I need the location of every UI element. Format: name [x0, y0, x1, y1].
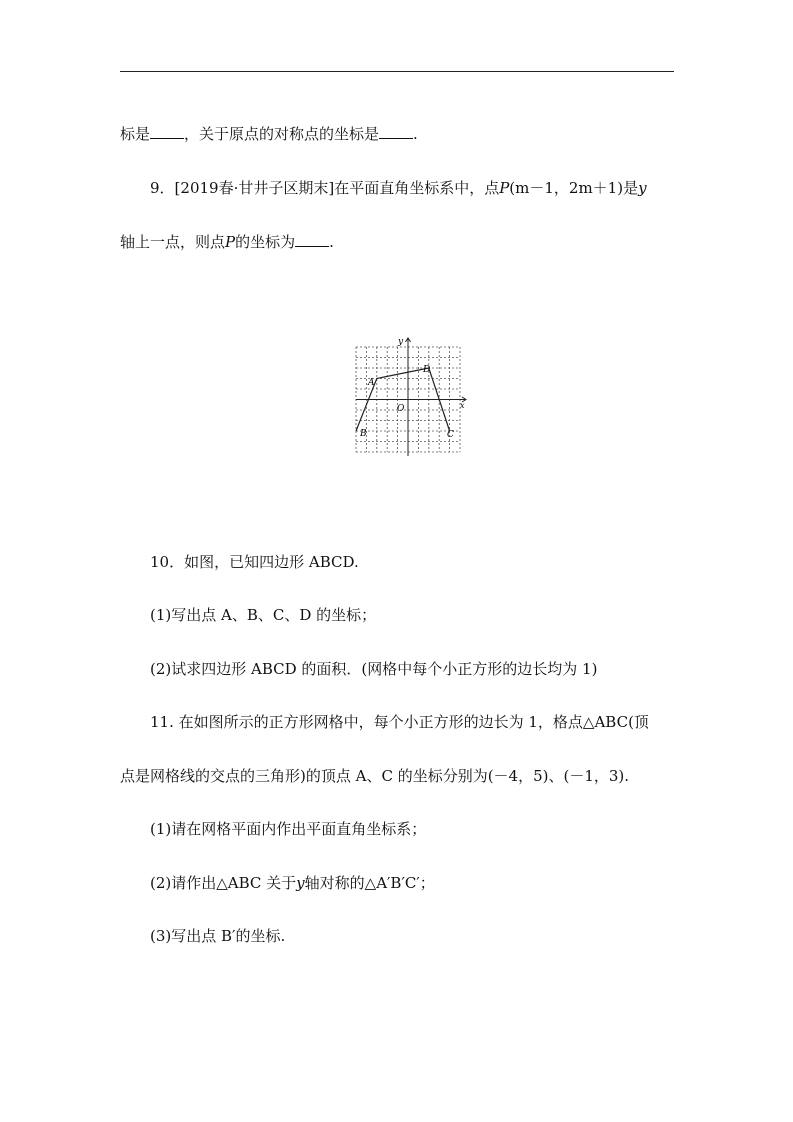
q11-part-2	[150, 873, 435, 893]
vertex-label-b: B	[360, 429, 367, 439]
q11-p2-axis: y	[296, 874, 305, 892]
q10-part-1: (1)写出点 A、B、C、D 的坐标；	[150, 606, 377, 624]
q9-prefix: 9．[2019春·甘井子区期末]在平面直角坐标系中，点	[150, 179, 500, 197]
q9-point-name: P	[499, 179, 510, 197]
answer-blank	[379, 124, 413, 139]
axis-y-label: y	[398, 337, 404, 347]
q8-text-2: ，关于原点的对称点的坐标是	[184, 125, 380, 143]
answer-blank	[295, 232, 329, 247]
q9-line2-prefix: 轴上一点，则点	[120, 233, 226, 251]
q9-line-2	[120, 232, 334, 252]
q11-stem-2: 点是网格线的交点的三角形)的顶点 A、C 的坐标分别为(－4，5)、(－1，3).	[120, 767, 630, 785]
q9-end: .	[329, 233, 334, 251]
q11-part-3: (3)写出点 B′的坐标.	[150, 927, 286, 945]
q11-stem-1: 11. 在如图所示的正方形网格中，每个小正方形的边长为 1，格点△ABC(顶	[150, 713, 649, 731]
q8-text-1: 标是	[120, 125, 151, 143]
q9-line-1	[150, 178, 647, 198]
grid-diagram	[352, 334, 470, 456]
axis-x-label: x	[460, 401, 465, 410]
q8-end: .	[413, 125, 418, 143]
q9-line2-suffix: 的坐标为	[235, 233, 296, 251]
answer-blank	[150, 124, 184, 139]
vertex-label-a: A	[368, 378, 375, 388]
vertex-label-c: C	[447, 430, 454, 440]
origin-label: O	[397, 404, 405, 414]
q11-p2-suffix: 轴对称的△A′B′C′；	[304, 874, 435, 892]
q9-line2-point: P	[225, 233, 236, 251]
q11-p2-prefix: (2)请作出△ABC 关于	[150, 874, 297, 892]
vertex-label-d: D	[423, 365, 431, 375]
q11-part-1: (1)请在网格平面内作出平面直角坐标系；	[150, 820, 427, 838]
header-rule	[120, 71, 674, 72]
q9-point-coords: (m－1，2m＋1)是	[509, 179, 639, 197]
q9-axis-y: y	[638, 179, 647, 197]
q8-continuation	[120, 124, 418, 144]
q10-stem: 10．如图，已知四边形 ABCD.	[150, 553, 359, 571]
quadrilateral-figure	[352, 334, 465, 456]
q10-part-2: (2)试求四边形 ABCD 的面积．(网格中每个小正方形的边长均为 1)	[150, 660, 598, 678]
